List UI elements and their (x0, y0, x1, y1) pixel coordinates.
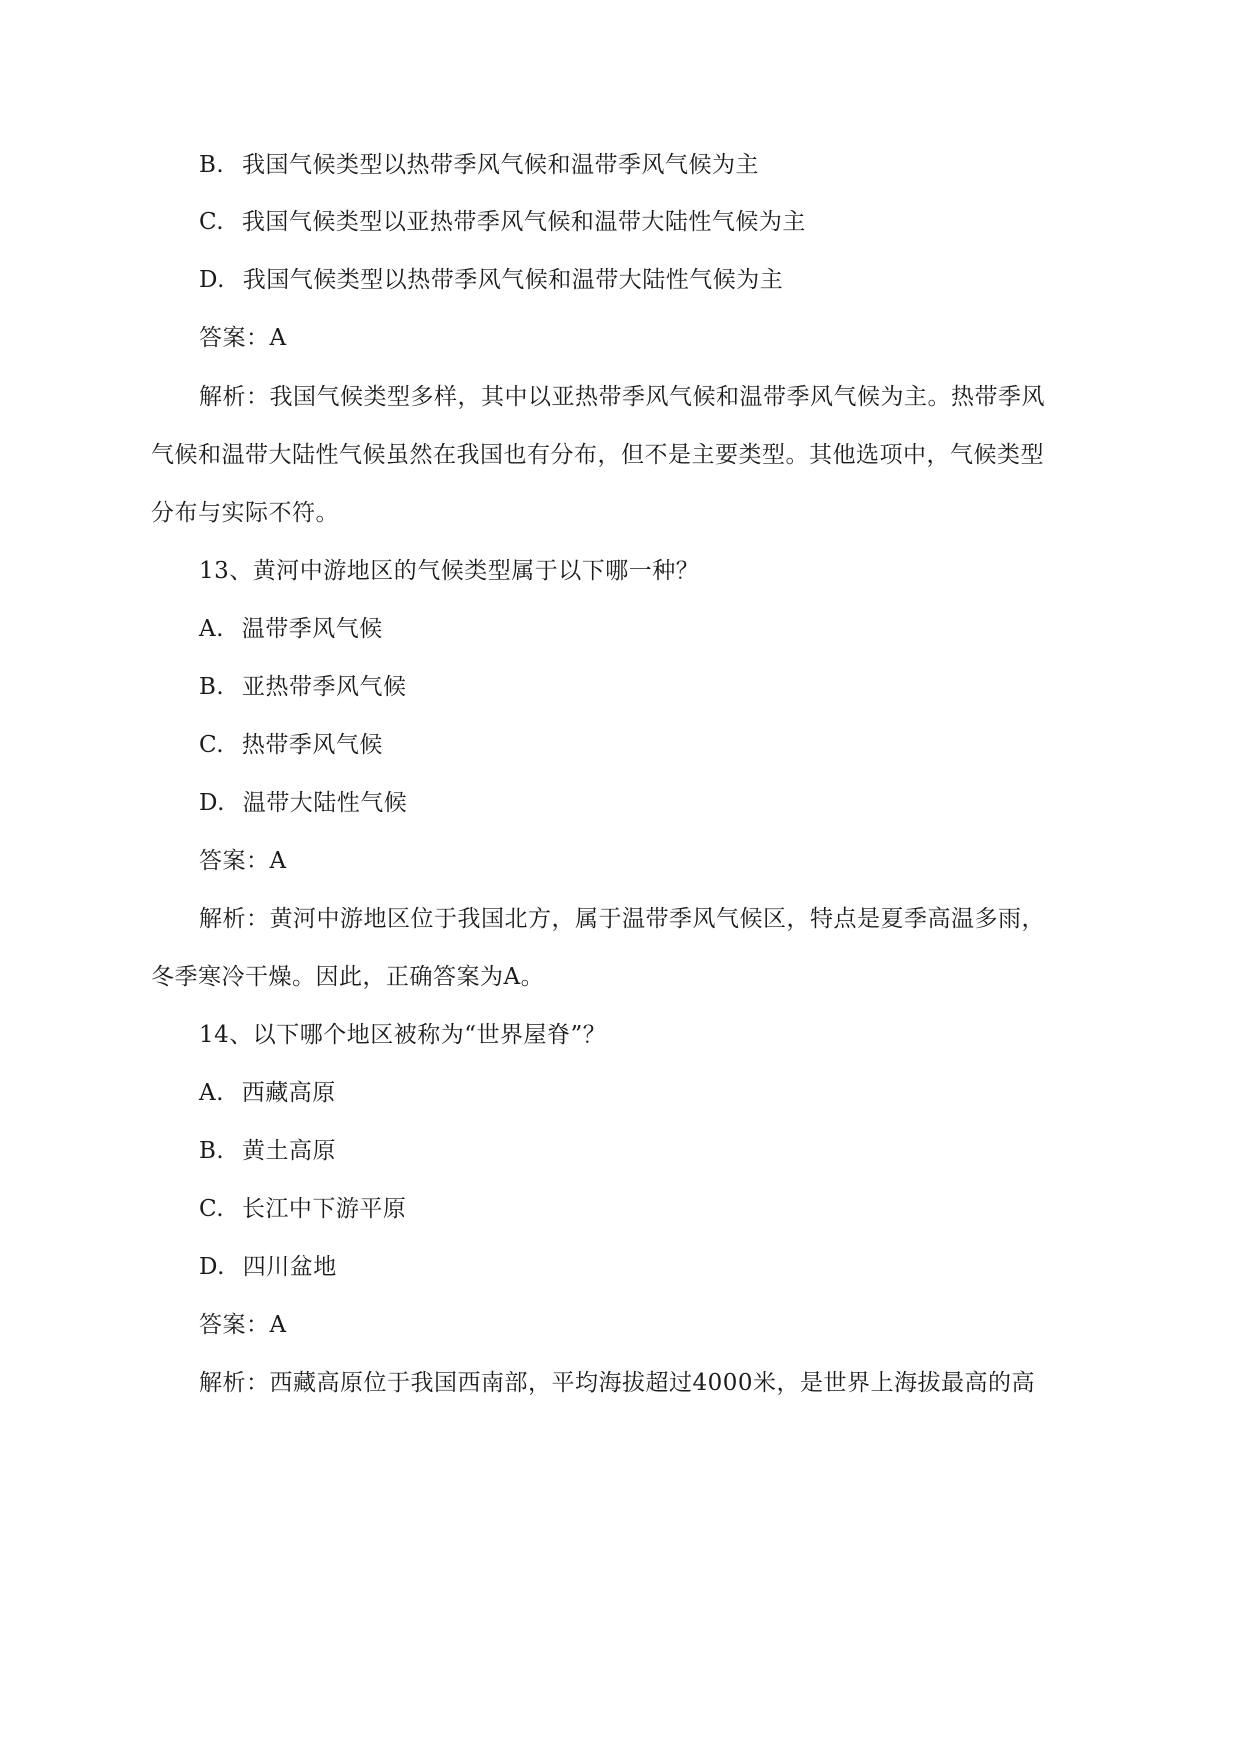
option-text: 我国气候类型以热带季风气候和温带大陆性气候为主 (242, 267, 784, 293)
q13-option-d (199, 788, 407, 818)
q14-option-b (199, 1136, 336, 1166)
option-letter: C. (199, 209, 225, 235)
option-text: 西藏高原 (241, 1080, 336, 1106)
q14-option-d (199, 1252, 337, 1282)
option-text: 温带大陆性气候 (242, 790, 408, 816)
option-letter: C. (199, 732, 225, 758)
q13-option-b (199, 672, 407, 702)
q13-option-a (199, 614, 383, 644)
option-letter: D. (199, 267, 225, 293)
q13-option-c (199, 730, 383, 760)
option-text: 我国气候类型以亚热带季风气候和温带大陆性气候为主 (241, 209, 806, 235)
q14-explanation-line-1: 解析：西藏高原位于我国西南部，平均海拔超过4000米，是世界上海拔最高的高 (199, 1370, 1036, 1396)
q14-option-a (199, 1078, 336, 1108)
option-letter: B. (199, 1138, 225, 1164)
q12-option-d (199, 265, 783, 295)
option-letter: B. (199, 674, 225, 700)
q14-answer: 答案：A (199, 1312, 287, 1338)
option-text: 四川盆地 (242, 1254, 337, 1280)
q12-option-c (199, 207, 806, 237)
q12-explanation-line-3: 分布与实际不符。 (151, 500, 339, 526)
option-text: 温带季风气候 (241, 616, 383, 642)
q14-option-c (199, 1194, 406, 1224)
option-letter: D. (199, 1254, 225, 1280)
option-text: 我国气候类型以热带季风气候和温带季风气候为主 (242, 152, 760, 178)
option-text: 亚热带季风气候 (242, 674, 407, 700)
q12-answer: 答案：A (199, 325, 287, 351)
q12-explanation-line-1: 解析：我国气候类型多样，其中以亚热带季风气候和温带季风气候为主。热带季风 (199, 384, 1045, 410)
option-letter: D. (199, 790, 225, 816)
option-letter: A. (199, 1080, 224, 1106)
q13-answer: 答案：A (199, 848, 287, 874)
option-text: 黄土高原 (242, 1138, 337, 1164)
option-text: 热带季风气候 (241, 732, 383, 758)
option-text: 长江中下游平原 (241, 1196, 407, 1222)
q13-explanation-line-2: 冬季寒冷干燥。因此，正确答案为A。 (151, 964, 545, 990)
q12-explanation-line-2: 气候和温带大陆性气候虽然在我国也有分布，但不是主要类型。其他选项中，气候类型 (151, 442, 1044, 468)
q14-question: 14、以下哪个地区被称为“世界屋脊”？ (199, 1022, 607, 1048)
option-letter: B. (199, 152, 225, 178)
option-letter: C. (199, 1196, 225, 1222)
q12-option-b (199, 150, 759, 180)
q13-question: 13、黄河中游地区的气候类型属于以下哪一种？ (199, 558, 700, 584)
q13-explanation-line-1: 解析：黄河中游地区位于我国北方，属于温带季风气候区，特点是夏季高温多雨， (199, 906, 1045, 932)
option-letter: A. (199, 616, 224, 642)
